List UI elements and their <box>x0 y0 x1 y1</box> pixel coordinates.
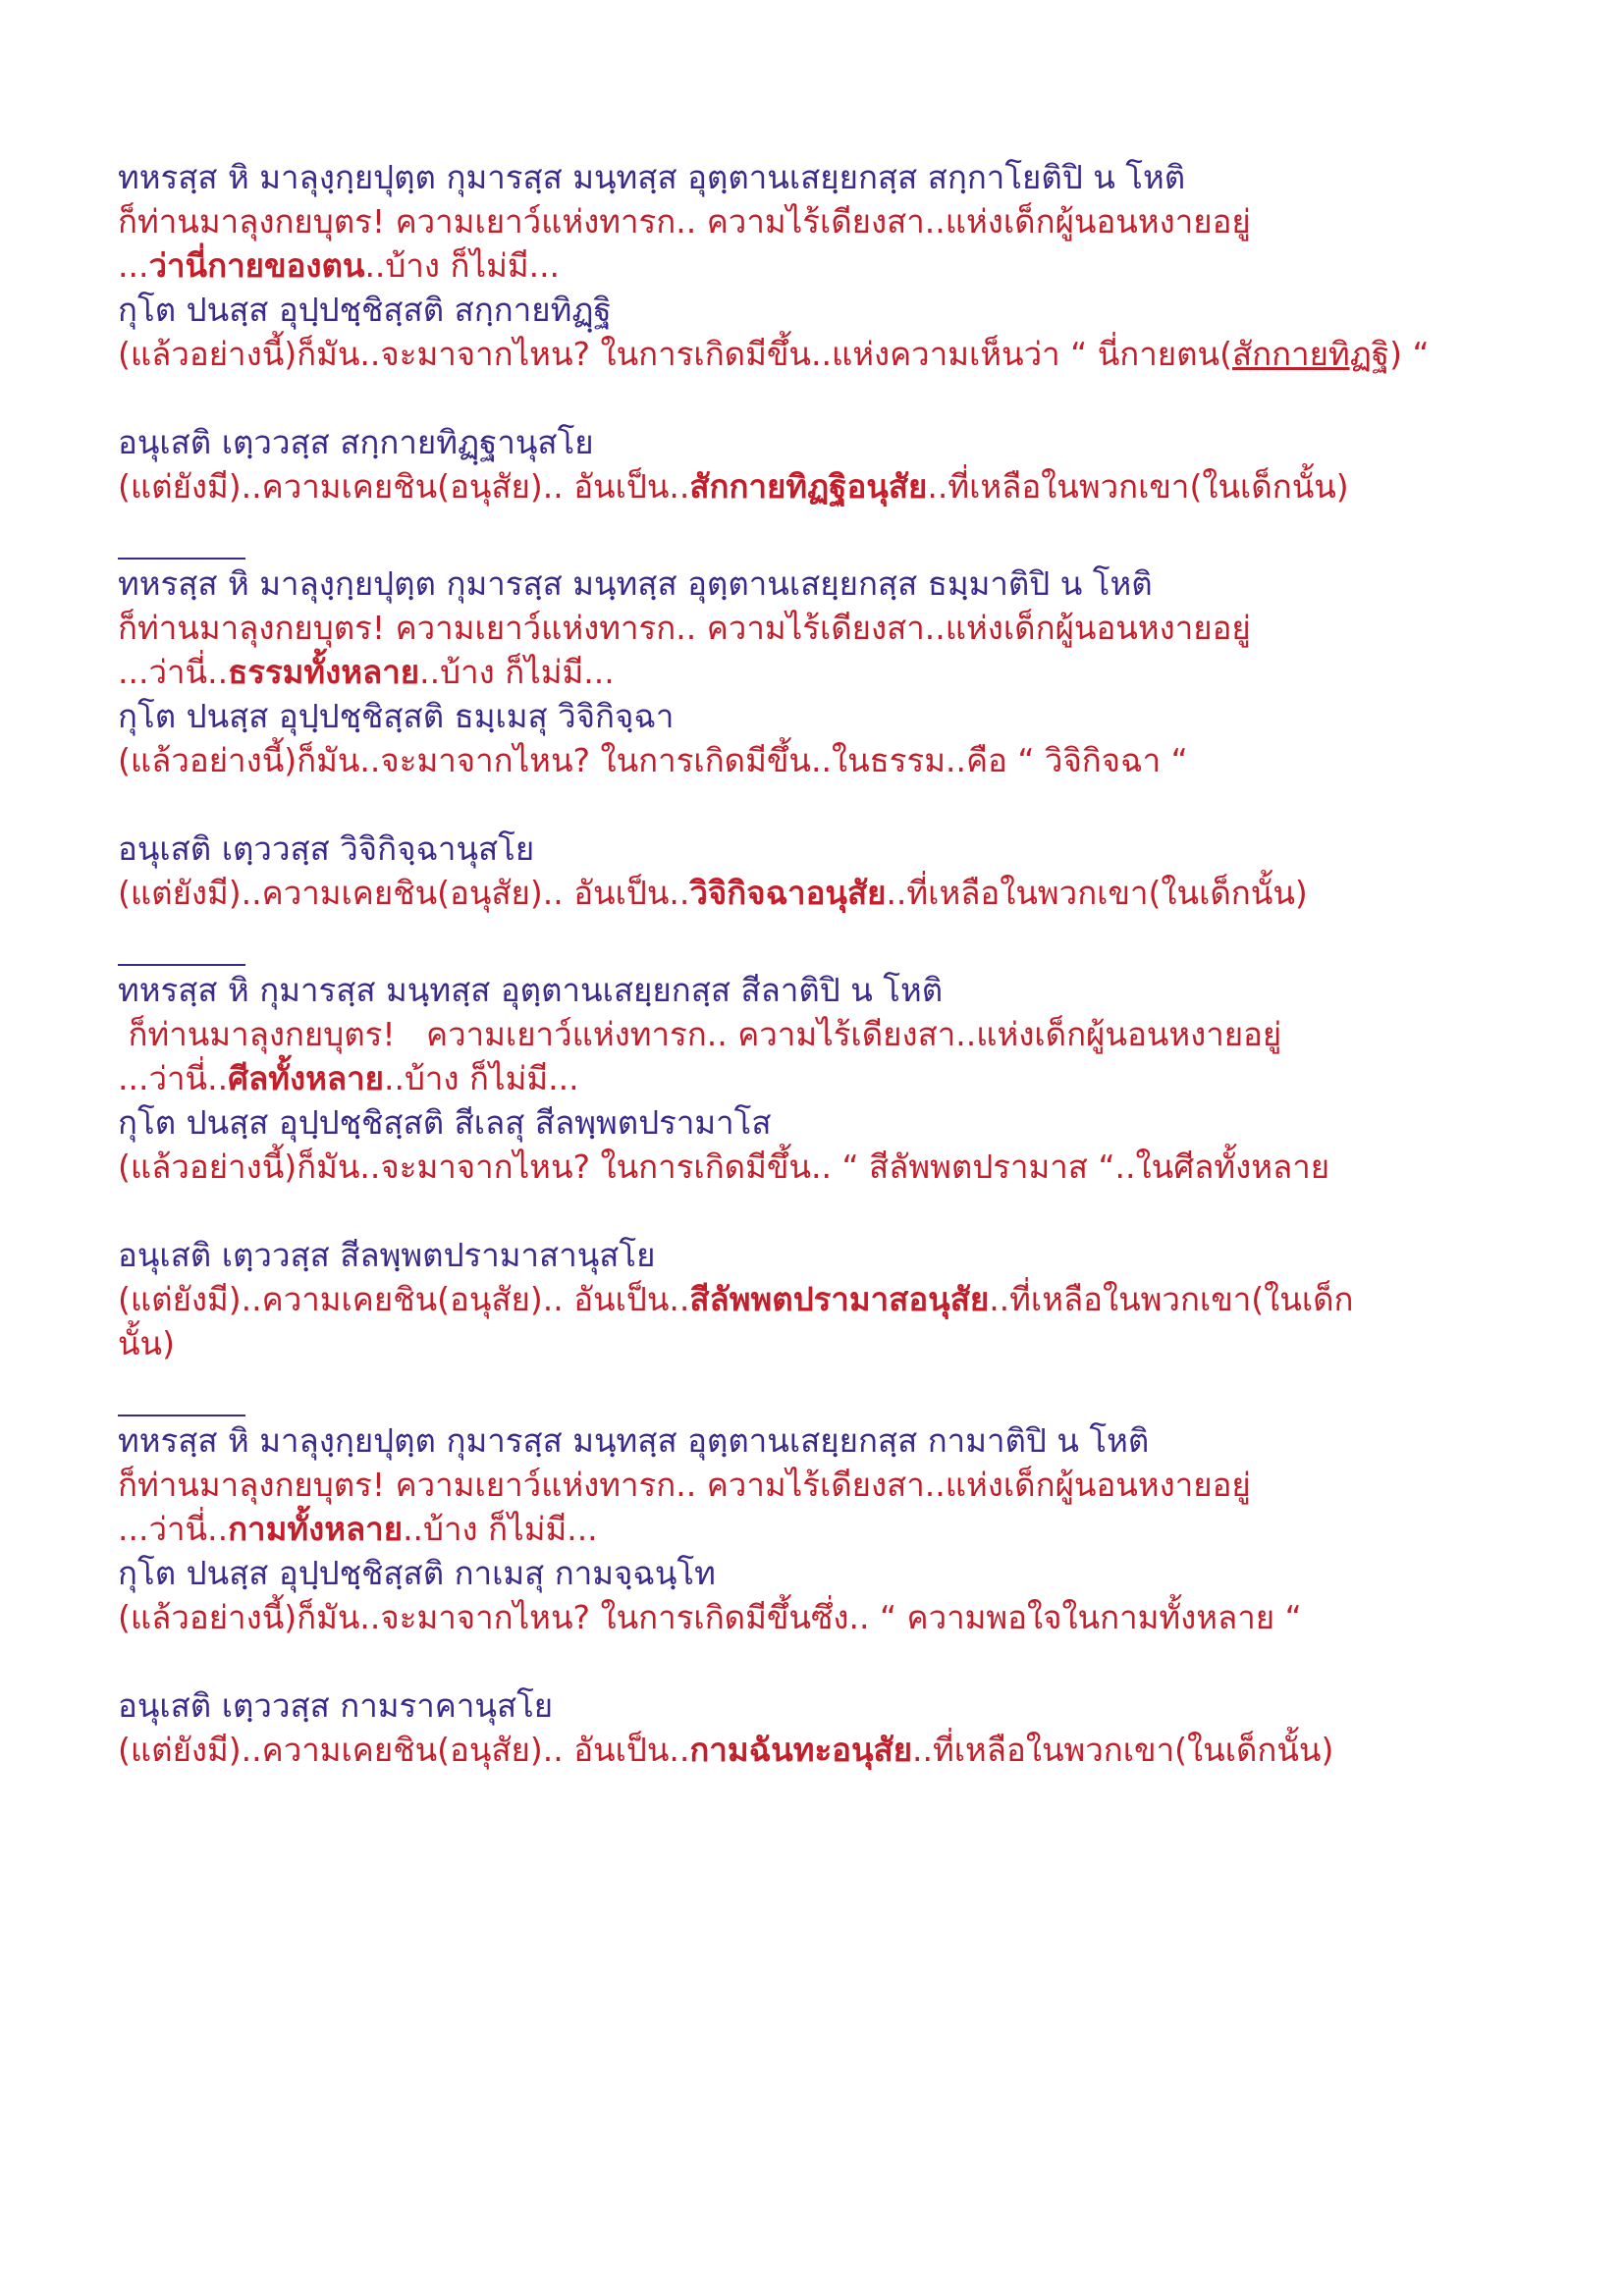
pali-line: ทหรสฺส หิ มาลุงฺกฺยปุตฺต กุมารสฺส มนฺทสฺส อุตฺตานเสยฺยกสฺส ธมฺมาติปิ น โหติ <box>118 564 1153 603</box>
text-span: ..ที่เหลือในพวกเขา(ในเด็กนั้น) <box>912 1731 1334 1769</box>
section-divider <box>118 964 245 966</box>
section-sakkaya <box>118 155 1532 508</box>
text-span: ...ว่านี่.. <box>118 1059 229 1097</box>
pali-line: อนุเสติ เตฺววสฺส กามราคานุสโย <box>118 1686 554 1725</box>
text-span: ) “ <box>1389 335 1430 373</box>
bold-term: กามทั้งหลาย <box>228 1510 404 1548</box>
text-span: (แต่ยังมี)..ความเคยชิน(อนุสัย).. อันเป็น.. <box>118 467 690 506</box>
blank-line <box>118 1189 1532 1233</box>
thai-line <box>118 1277 1532 1321</box>
pali-line: ทหรสฺส หิ มาลุงฺกฺยปุตฺต กุมารสฺส มนฺทสฺส อุตฺตานเสยฺยกสฺส กามาติปิ น โหติ <box>118 1421 1150 1460</box>
text-span: ..บ้าง ก็ไม่มี... <box>383 1059 579 1097</box>
bold-term: ศีลทั้งหลาย <box>228 1059 384 1097</box>
thai-line <box>118 464 1532 508</box>
text-span: (แต่ยังมี)..ความเคยชิน(อนุสัย).. อันเป็น.. <box>118 874 690 912</box>
pali-line: กุโต ปนสฺส อุปฺปชฺชิสฺสติ สกฺกายทิฏฺฐิ <box>118 291 612 329</box>
thai-line <box>118 1056 1532 1100</box>
pali-line: ทหรสฺส หิ กุมารสฺส มนฺทสฺส อุตฺตานเสยฺยกสฺส สีลาติปิ น โหติ <box>118 971 944 1009</box>
blank-line <box>118 376 1532 420</box>
bold-term: ธรรมทั้งหลาย <box>228 653 420 691</box>
thai-line <box>118 871 1532 915</box>
thai-line <box>118 650 1532 694</box>
thai-line: ก็ท่านมาลุงกยบุตร! ความเยาว์แห่งทารก.. ความไร้เดียงสา..แห่งเด็กผู้นอนหงายอยู่ <box>118 609 1251 647</box>
thai-line: ก็ท่านมาลุงกยบุตร! ความเยาว์แห่งทารก.. ความไร้เดียงสา..แห่งเด็กผู้นอนหงายอยู่ <box>118 1015 1282 1053</box>
text-span: (แล้วอย่างนี้)ก็มัน..จะมาจากไหน? ในการเกิดมีขึ้น..แห่งความเห็นว่า “ นี่กายตน( <box>118 335 1232 373</box>
blank-line <box>118 782 1532 827</box>
bold-term: สีลัพพตปรามาสอนุสัย <box>689 1280 990 1318</box>
bold-term: กามฉันทะอนุสัย <box>689 1731 913 1769</box>
section-vicikiccha <box>118 561 1532 915</box>
thai-line: (แล้วอย่างนี้)ก็มัน..จะมาจากไหน? ในการเกิดมีขึ้น.. “ สีลัพพตปรามาส “..ในศีลทั้งหลาย <box>118 1148 1330 1186</box>
pali-line: อนุเสติ เตฺววสฺส สกฺกายทิฏฺฐานุสโย <box>118 423 594 461</box>
pali-line: กุโต ปนสฺส อุปฺปชฺชิสฺสติ สีเลสุ สีลพฺพตปรามาโส <box>118 1103 772 1142</box>
bold-term: สักกายทิฏฐิอนุสัย <box>689 467 928 506</box>
pali-line: อนุเสติ เตฺววสฺส วิจิกิจฺฉานุสโย <box>118 829 535 868</box>
thai-line: (แล้วอย่างนี้)ก็มัน..จะมาจากไหน? ในการเกิดมีขึ้น..ในธรรม..คือ “ วิจิกิจฉา “ <box>118 741 1188 779</box>
pali-line: กุโต ปนสฺส อุปฺปชฺชิสฺสติ ธมฺเมสุ วิจิกิจฺฉา <box>118 697 675 735</box>
thai-line <box>118 332 1532 376</box>
text-span: ..บ้าง ก็ไม่มี... <box>419 653 615 691</box>
blank-line <box>118 1639 1532 1683</box>
bold-term: ว่านี่กายของตน <box>148 246 365 285</box>
pali-line: ทหรสฺส หิ มาลุงฺกฺยปุตฺต กุมารสฺส มนฺทสฺส อุตฺตานเสยฺยกสฺส สกฺกาโยติปิ น โหติ <box>118 158 1186 196</box>
thai-line: ก็ท่านมาลุงกยบุตร! ความเยาว์แห่งทารก.. ความไร้เดียงสา..แห่งเด็กผู้นอนหงายอยู่ <box>118 202 1251 240</box>
text-span: ... <box>118 246 149 285</box>
thai-line: (แล้วอย่างนี้)ก็มัน..จะมาจากไหน? ในการเกิดมีขึ้นซึ่ง.. “ ความพอใจในกามทั้งหลาย “ <box>118 1598 1302 1636</box>
text-span: ...ว่านี่.. <box>118 1510 229 1548</box>
section-kama <box>118 1418 1532 1772</box>
document-body <box>118 155 1532 1772</box>
section-divider <box>118 1415 245 1416</box>
text-span: ..ที่เหลือในพวกเขา(ในเด็กนั้น) <box>927 467 1349 506</box>
text-span: (แต่ยังมี)..ความเคยชิน(อนุสัย).. อันเป็น.. <box>118 1280 690 1318</box>
text-span: ..บ้าง ก็ไม่มี... <box>364 246 561 285</box>
thai-line <box>118 243 1532 288</box>
pali-line: อนุเสติ เตฺววสฺส สีลพฺพตปรามาสานุสโย <box>118 1236 656 1274</box>
pali-line: กุโต ปนสฺส อุปฺปชฺชิสฺสติ กาเมสุ กามจฺฉนฺโท <box>118 1554 716 1592</box>
section-silabbata <box>118 968 1532 1365</box>
thai-line-continued: นั้น) <box>118 1324 175 1362</box>
bold-term: วิจิกิจฉาอนุสัย <box>689 874 887 912</box>
text-span: ..ที่เหลือในพวกเขา(ในเด็กนั้น) <box>886 874 1308 912</box>
text-span: ..บ้าง ก็ไม่มี... <box>403 1510 598 1548</box>
text-span: (แต่ยังมี)..ความเคยชิน(อนุสัย).. อันเป็น.. <box>118 1731 690 1769</box>
text-span: ..ที่เหลือในพวกเขา(ในเด็ก <box>989 1280 1354 1318</box>
underlined-term: สักกายทิฏฐิ <box>1231 335 1390 373</box>
thai-line <box>118 1728 1532 1772</box>
thai-line <box>118 1507 1532 1551</box>
section-divider <box>118 558 245 560</box>
text-span: ...ว่านี่.. <box>118 653 229 691</box>
thai-line: ก็ท่านมาลุงกยบุตร! ความเยาว์แห่งทารก.. ความไร้เดียงสา..แห่งเด็กผู้นอนหงายอยู่ <box>118 1466 1251 1504</box>
